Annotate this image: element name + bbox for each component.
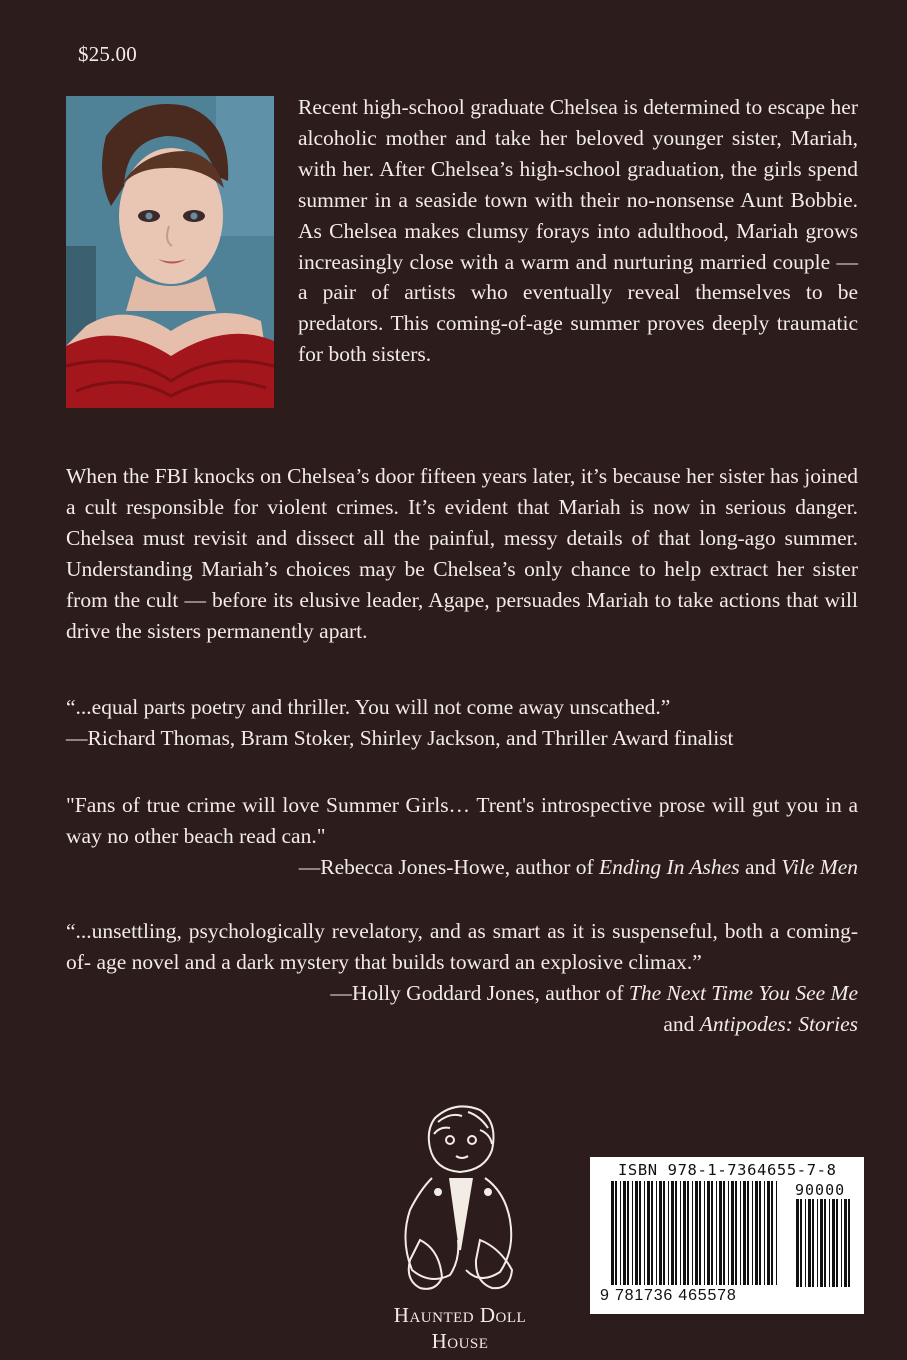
barcode-bar (771, 1181, 773, 1285)
attribution-joiner: and (663, 1011, 700, 1036)
book-title-2: Vile Men (781, 854, 858, 879)
barcode-bar (692, 1181, 693, 1285)
barcode-bar (639, 1181, 641, 1285)
barcode-bar (841, 1199, 842, 1287)
barcode-bar (711, 1181, 713, 1285)
barcode-bar (776, 1181, 777, 1285)
book-title-1: Ending In Ashes (599, 854, 740, 879)
attribution-joiner: and (739, 854, 782, 879)
attribution-prefix: —Rebecca Jones-Howe, author of (298, 854, 600, 879)
barcode-bar (668, 1181, 669, 1285)
review-quote-2 (66, 790, 858, 883)
barcode-bar (735, 1181, 737, 1285)
barcode-bar (752, 1181, 753, 1285)
barcode-bar (800, 1199, 802, 1287)
barcode-bar (656, 1181, 657, 1285)
ean-digits: 9 781736 465578 (600, 1287, 737, 1304)
barcode-bar (704, 1181, 705, 1285)
review-quote-2-attribution (66, 852, 858, 883)
attribution-prefix: —Holly Goddard Jones, author of (330, 980, 629, 1005)
barcode-bar (740, 1181, 741, 1285)
barcode-bar (832, 1199, 835, 1287)
barcode-bar (627, 1181, 629, 1285)
barcode-bar (743, 1181, 746, 1285)
blurb-paragraph-1: Recent high-school graduate Chelsea is determined to escape her alcoholic mother and take her beloved younger sister, Mariah, with her. After Chelsea’s high-school graduation, the girls spend summer in a seaside town with their no-nonsense Aunt Bobbie. As Chelsea makes clumsy forays into adulthood, Mariah grows increasingly close with a warm and nurturing married couple — a pair of artists who eventually reveal themselves to be predators. This coming-of-age summer proves deeply traumatic for both sisters. (298, 95, 858, 367)
barcode-bar (683, 1181, 686, 1285)
ean-barcode-bars (610, 1181, 780, 1285)
book-title-1: The Next Time You See Me (628, 980, 858, 1005)
barcode-bar (716, 1181, 717, 1285)
barcode-bar (848, 1199, 850, 1287)
barcode-bar (812, 1199, 814, 1287)
barcode-bar (759, 1181, 761, 1285)
addon-barcode-bars (795, 1199, 851, 1287)
review-quote-1 (66, 692, 866, 754)
review-quote-3-text: “...unsettling, psychologically revelatory, and as smart as it is suspenseful, both a coming-of- age novel and a dark mystery that builds toward an explosive climax.” (66, 919, 858, 974)
price-label: $25.00 (78, 42, 137, 66)
barcode-bar (632, 1181, 633, 1285)
barcode-bar (767, 1181, 770, 1285)
addon-code: 90000 (795, 1181, 846, 1199)
book-title-2: Antipodes: Stories (699, 1011, 858, 1036)
author-photo (66, 96, 274, 408)
barcode-bar (647, 1181, 650, 1285)
barcode-bar (675, 1181, 677, 1285)
barcode-bar (615, 1181, 617, 1285)
barcode-bar (808, 1199, 811, 1287)
barcode-bar (764, 1181, 765, 1285)
isbn-barcode (590, 1157, 864, 1314)
barcode-bar (699, 1181, 701, 1285)
review-quote-1-text: “...equal parts poetry and thriller. You will not come away unscathed.” (66, 695, 671, 719)
barcode-bar (723, 1181, 725, 1285)
barcode-bar (728, 1181, 729, 1285)
barcode-bar (719, 1181, 722, 1285)
barcode-bar (651, 1181, 653, 1285)
barcode-bar (747, 1181, 749, 1285)
review-quote-2-text: "Fans of true crime will love Summer Girls… Trent's introspective prose will gut you in a way no other beach read can." (66, 793, 858, 848)
barcode-bar (611, 1181, 614, 1285)
barcode-bar (755, 1181, 758, 1285)
barcode-bar (680, 1181, 681, 1285)
barcode-bar (687, 1181, 689, 1285)
barcode-bar (620, 1181, 621, 1285)
barcode-bar (824, 1199, 826, 1287)
review-quote-3-attribution (66, 978, 858, 1009)
publisher-name-line2: House (431, 1329, 489, 1353)
barcode-bar (695, 1181, 698, 1285)
barcode-bar (836, 1199, 838, 1287)
review-quote-3-attribution-line2 (66, 1009, 858, 1040)
barcode-bar (663, 1181, 665, 1285)
barcode-bar (731, 1181, 734, 1285)
barcode-bar (820, 1199, 823, 1287)
blurb-paragraph-2: When the FBI knocks on Chelsea’s door fifteen years later, it’s because her sister has joined a cult responsible for violent crimes. It’s evident that Mariah is now in serious danger. Chelsea must revisit and dissect all the painful, messy details of that long-ago summer. Understanding Mariah’s choices may be Chelsea’s only chance to help extract her sister from the cult — before its elusive leader, Agape, persuades Mariah to take actions that will drive the sisters permanently apart. (66, 464, 858, 643)
barcode-bar (796, 1199, 799, 1287)
barcode-bar (829, 1199, 830, 1287)
barcode-bar (817, 1199, 818, 1287)
barcode-bar (805, 1199, 806, 1287)
barcode-bar (707, 1181, 710, 1285)
barcode-bar (635, 1181, 638, 1285)
publisher-name (360, 1302, 560, 1354)
barcode-bar (623, 1181, 626, 1285)
barcode-bar (644, 1181, 645, 1285)
review-quote-3 (66, 916, 858, 1040)
publisher-name-line1: Haunted Doll (393, 1303, 527, 1327)
review-quote-1-attribution: —Richard Thomas, Bram Stoker, Shirley Jackson, and Thriller Award finalist (66, 725, 734, 750)
barcode-bar (844, 1199, 847, 1287)
isbn-label: ISBN 978-1-7364655-7-8 (618, 1161, 837, 1179)
barcode-bar (659, 1181, 662, 1285)
barcode-bar (671, 1181, 674, 1285)
